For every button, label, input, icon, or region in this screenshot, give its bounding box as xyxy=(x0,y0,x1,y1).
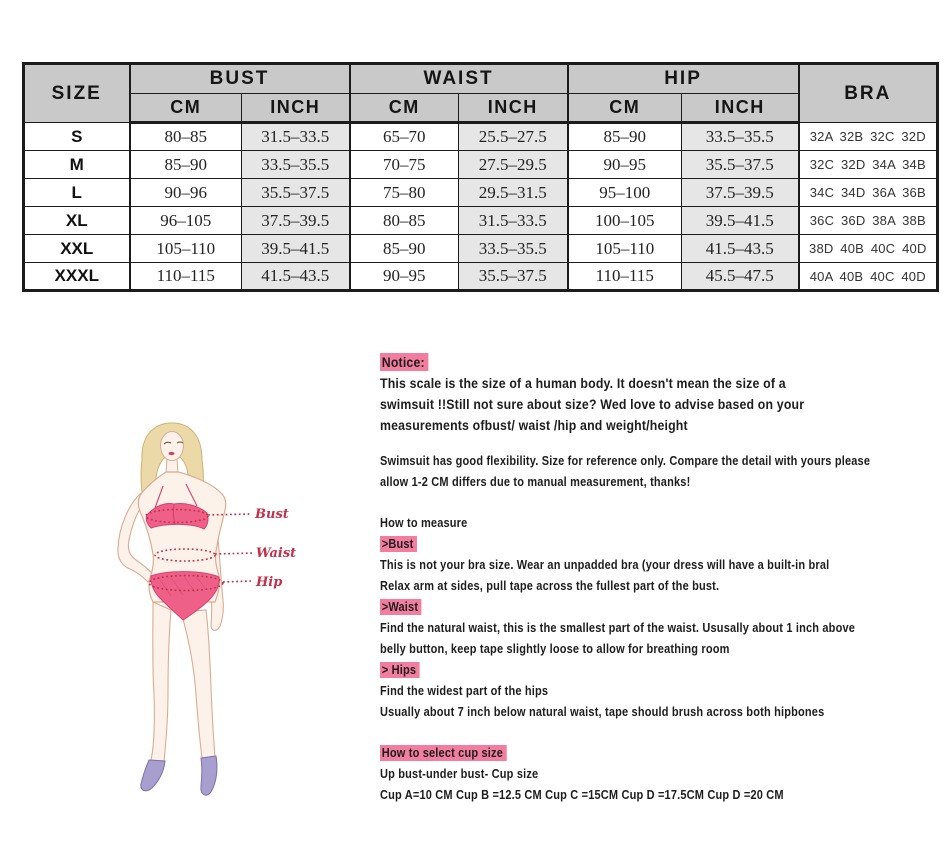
cell-bra: 32C 32D 34A 34B xyxy=(799,151,938,179)
cell-hip_cm: 110–115 xyxy=(568,263,682,291)
header-bra: BRA xyxy=(799,64,938,123)
info-line: measurements ofbust/ waist /hip and weight/height xyxy=(380,417,688,433)
cell-bra: 36C 36D 38A 38B xyxy=(799,207,938,235)
cell-waist_cm: 75–80 xyxy=(350,179,459,207)
cell-hip_cm: 100–105 xyxy=(568,207,682,235)
cell-bust_inch: 35.5–37.5 xyxy=(242,179,350,207)
cell-size: XL xyxy=(24,207,130,235)
highlighted-text: >Bust xyxy=(380,536,417,552)
info-text xyxy=(380,352,934,806)
cell-waist_inch: 31.5–33.5 xyxy=(459,207,568,235)
info-line: Find the natural waist, this is the smallest part of the waist. Ususally about 1 inch above xyxy=(380,621,856,635)
info-line: This scale is the size of a human body. It doesn't mean the size of a xyxy=(380,375,786,391)
hip-label: Hip xyxy=(256,575,283,590)
table-row xyxy=(24,207,938,235)
info-line: Cup A=10 CM Cup B =12.5 CM Cup C =15CM Cup D =17.5CM Cup D =20 CM xyxy=(380,788,784,802)
cell-bust_cm: 80–85 xyxy=(130,123,242,151)
waist-heading xyxy=(380,597,934,618)
bust-heading xyxy=(380,534,934,555)
cell-bra: 34C 34D 36A 36B xyxy=(799,179,938,207)
highlighted-text: Notice: xyxy=(380,353,428,371)
cell-size: L xyxy=(24,179,130,207)
cell-hip_inch: 37.5–39.5 xyxy=(682,179,799,207)
cell-size: S xyxy=(24,123,130,151)
cell-bust_cm: 110–115 xyxy=(130,263,242,291)
spacer xyxy=(380,723,934,743)
cell-waist_inch: 33.5–35.5 xyxy=(459,235,568,263)
size-chart-section xyxy=(22,62,936,292)
info-line: belly button, keep tape slightly loose to allow for breathing room xyxy=(380,642,730,656)
cell-hip_inch: 39.5–41.5 xyxy=(682,207,799,235)
cell-waist_cm: 90–95 xyxy=(350,263,459,291)
header-bust-group: BUST xyxy=(130,64,350,94)
info-line: swimsuit !!Still not sure about size? Wed love to advise based on your xyxy=(380,396,805,412)
cell-bust_cm: 96–105 xyxy=(130,207,242,235)
cell-hip_cm: 95–100 xyxy=(568,179,682,207)
right-leg xyxy=(181,610,215,758)
table-row xyxy=(24,151,938,179)
cell-waist_inch: 27.5–29.5 xyxy=(459,151,568,179)
cell-hip_inch: 35.5–37.5 xyxy=(682,151,799,179)
table-row xyxy=(24,179,938,207)
hip-leader-line xyxy=(223,581,251,582)
cell-bust_inch: 31.5–33.5 xyxy=(242,123,350,151)
info-line: This is not your bra size. Wear an unpadded bra (your dress will have a built-in bral xyxy=(380,558,830,572)
info-line: allow 1-2 CM differs due to manual measurement, thanks! xyxy=(380,475,691,489)
header-bust-inch: INCH xyxy=(242,94,350,123)
cup-size-heading xyxy=(380,743,934,764)
header-waist-group: WAIST xyxy=(350,64,568,94)
info-line: Find the widest part of the hips xyxy=(380,684,549,698)
cell-size: XXL xyxy=(24,235,130,263)
cell-waist_cm: 70–75 xyxy=(350,151,459,179)
cell-bust_cm: 90–96 xyxy=(130,179,242,207)
header-hip-group: HIP xyxy=(568,64,799,94)
waist-label: Waist xyxy=(256,546,297,561)
right-shoe xyxy=(201,756,217,795)
size-chart-table xyxy=(22,62,939,292)
table-row xyxy=(24,123,938,151)
cell-waist_inch: 29.5–31.5 xyxy=(459,179,568,207)
bust-label: Bust xyxy=(255,507,289,522)
cell-hip_cm: 90–95 xyxy=(568,151,682,179)
cell-bra: 40A 40B 40C 40D xyxy=(799,263,938,291)
waist-leader-line xyxy=(215,553,253,554)
notice-heading xyxy=(380,352,934,373)
cell-hip_cm: 105–110 xyxy=(568,235,682,263)
info-line: Up bust-under bust- Cup size xyxy=(380,767,539,781)
cell-hip_inch: 41.5–43.5 xyxy=(682,235,799,263)
cell-size: XXXL xyxy=(24,263,130,291)
cell-hip_inch: 45.5–47.5 xyxy=(682,263,799,291)
header-hip-cm: CM xyxy=(568,94,682,123)
cell-bust_inch: 37.5–39.5 xyxy=(242,207,350,235)
header-waist-cm: CM xyxy=(350,94,459,123)
how-to-measure-heading: How to measure xyxy=(380,516,468,530)
left-leg xyxy=(151,602,171,761)
measurement-figure-illustration xyxy=(105,420,375,820)
cell-bust_inch: 39.5–41.5 xyxy=(242,235,350,263)
size-table-body xyxy=(24,123,938,291)
header-bust-cm: CM xyxy=(130,94,242,123)
info-line: Swimsuit has good flexibility. Size for reference only. Compare the detail with yours please xyxy=(380,454,871,468)
hips-heading xyxy=(380,660,934,681)
table-row xyxy=(24,235,938,263)
info-line: Usually about 7 inch below natural waist, tape should brush across both hipbones xyxy=(380,705,825,719)
header-hip-inch: INCH xyxy=(682,94,799,123)
highlighted-text: >Waist xyxy=(380,599,422,615)
highlighted-text: How to select cup size xyxy=(380,745,507,761)
info-line: Relax arm at sides, pull tape across the fullest part of the bust. xyxy=(380,579,720,593)
cell-waist_cm: 80–85 xyxy=(350,207,459,235)
cell-bust_inch: 33.5–35.5 xyxy=(242,151,350,179)
cell-hip_cm: 85–90 xyxy=(568,123,682,151)
cell-bust_cm: 105–110 xyxy=(130,235,242,263)
cell-waist_inch: 25.5–27.5 xyxy=(459,123,568,151)
cell-size: M xyxy=(24,151,130,179)
cell-bust_inch: 41.5–43.5 xyxy=(242,263,350,291)
table-row xyxy=(24,263,938,291)
cell-bust_cm: 85–90 xyxy=(130,151,242,179)
cell-hip_inch: 33.5–35.5 xyxy=(682,123,799,151)
cell-waist_cm: 85–90 xyxy=(350,235,459,263)
cell-bra: 38D 40B 40C 40D xyxy=(799,235,938,263)
header-size: SIZE xyxy=(24,64,130,123)
cell-waist_inch: 35.5–37.5 xyxy=(459,263,568,291)
woman-sketch-figure xyxy=(105,420,375,820)
cell-bra: 32A 32B 32C 32D xyxy=(799,123,938,151)
header-waist-inch: INCH xyxy=(459,94,568,123)
spacer xyxy=(380,436,934,451)
spacer xyxy=(380,493,934,513)
highlighted-text: > Hips xyxy=(380,662,420,678)
left-shoe xyxy=(141,760,165,791)
face xyxy=(161,432,184,461)
lips xyxy=(169,452,175,455)
cell-waist_cm: 65–70 xyxy=(350,123,459,151)
